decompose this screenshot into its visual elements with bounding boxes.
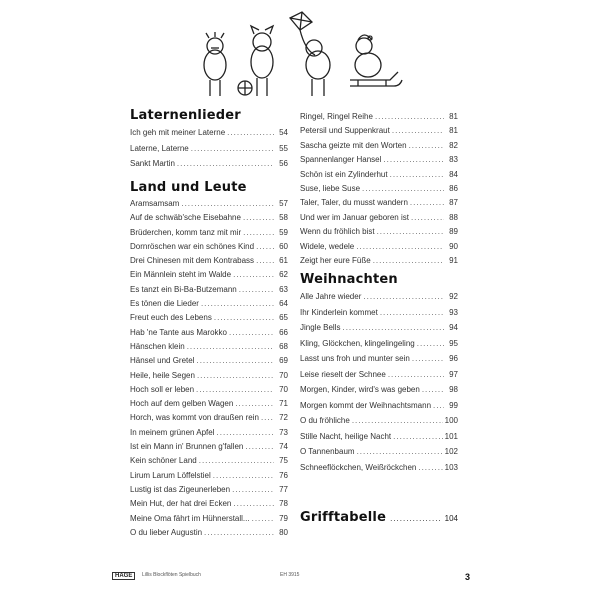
page-number: 87 <box>449 198 458 208</box>
toc-entry[interactable] <box>300 336 458 352</box>
dot-leader <box>377 225 444 239</box>
entry-title: Jingle Bells <box>300 323 341 332</box>
bird-on-sled-icon <box>350 35 402 86</box>
dot-leader <box>388 367 444 383</box>
entry-title: Und wer im Januar geboren ist <box>300 212 409 222</box>
publisher-logo: HAGE <box>112 572 135 580</box>
dot-leader <box>356 240 444 254</box>
entry-title: Sankt Martin <box>130 159 175 168</box>
toc-entry[interactable] <box>130 440 288 454</box>
toc-entry[interactable] <box>130 454 288 468</box>
dot-leader <box>375 110 444 124</box>
page-number: 59 <box>279 227 288 237</box>
dot-leader <box>422 382 444 398</box>
entry-title: Mein Hut, der hat drei Ecken <box>130 499 232 509</box>
section-heading: Weihnachten <box>300 272 398 287</box>
dot-leader <box>383 153 444 167</box>
entry-title: Hab 'ne Tante aus Marokko <box>130 327 227 337</box>
section-land-und-leute <box>130 180 288 540</box>
dot-leader <box>252 512 274 526</box>
entry-title: Dornröschen war ein schönes Kind <box>130 241 255 251</box>
toc-entry[interactable] <box>300 211 458 225</box>
toc-entry[interactable] <box>300 225 458 239</box>
entry-title: Ein Männlein steht im Walde <box>130 270 232 280</box>
page-number: 62 <box>279 270 288 280</box>
dot-leader <box>357 444 443 460</box>
toc-entry[interactable] <box>130 125 288 141</box>
entry-title: Ist ein Mann in' Brunnen g'fallen <box>130 442 244 452</box>
toc-entry[interactable] <box>300 124 458 138</box>
toc-entry[interactable] <box>130 354 288 368</box>
toc-entry[interactable] <box>130 483 288 497</box>
toc-entry[interactable] <box>130 397 288 411</box>
dot-leader <box>239 283 274 297</box>
toc-entry[interactable] <box>130 469 288 483</box>
toc-entry[interactable] <box>300 240 458 254</box>
toc-entry[interactable] <box>130 268 288 282</box>
page-number: 77 <box>279 484 288 494</box>
dot-leader <box>409 139 444 153</box>
entry-title: Kein schöner Land <box>130 456 197 466</box>
toc-entry[interactable] <box>130 383 288 397</box>
page-number: 99 <box>449 400 458 410</box>
toc-entry[interactable] <box>130 411 288 425</box>
dot-leader <box>256 254 274 268</box>
dot-leader <box>177 156 274 172</box>
entry-title: Taler, Taler, du musst wandern <box>300 198 408 208</box>
toc-entry[interactable] <box>130 512 288 526</box>
entry-title: Meine Oma fährt im Hühnerstall... <box>130 513 250 523</box>
entry-title: Es tanzt ein Bi-Ba-Butzemann <box>130 284 237 294</box>
page-number: 93 <box>449 307 458 317</box>
entry-title: Spannenlanger Hansel <box>300 155 382 165</box>
toc-entry[interactable] <box>130 197 288 211</box>
page-number: 74 <box>279 442 288 452</box>
page-number: 61 <box>279 256 288 266</box>
toc-entry[interactable] <box>130 326 288 340</box>
page-number: 60 <box>279 241 288 251</box>
page-number: 80 <box>279 527 288 537</box>
page-number: 70 <box>279 384 288 394</box>
entry-title: Es tönen die Lieder <box>130 299 199 309</box>
dot-leader <box>363 289 444 305</box>
entry-title: Lustig ist das Zigeunerleben <box>130 484 231 494</box>
toc-entry[interactable] <box>300 351 458 367</box>
entry-title: Ihr Kinderlein kommet <box>300 307 378 317</box>
book-title: Lillis Blockflöten Spielbuch <box>142 572 201 578</box>
toc-entry-grifftabelle[interactable] <box>300 510 458 525</box>
page-number: 88 <box>449 212 458 222</box>
dot-leader <box>417 336 444 352</box>
dot-leader <box>196 383 274 397</box>
page-number: 97 <box>449 369 458 379</box>
toc-entry[interactable] <box>300 367 458 383</box>
entry-title: O du lieber Augustin <box>130 527 203 537</box>
dot-leader <box>233 497 274 511</box>
toc-entry[interactable] <box>300 168 458 182</box>
toc-entry[interactable] <box>130 426 288 440</box>
entry-title: O Tannenbaum <box>300 447 355 456</box>
page-number: 64 <box>279 299 288 309</box>
dot-leader <box>380 305 444 321</box>
page-number: 3 <box>464 572 470 582</box>
entry-title: Drei Chinesen mit dem Kontrabass <box>130 256 255 266</box>
dot-leader <box>197 369 274 383</box>
toc-entry[interactable] <box>300 289 458 305</box>
toc-entry[interactable] <box>300 110 458 124</box>
dot-leader <box>196 354 274 368</box>
page-number: 91 <box>449 255 458 265</box>
dot-leader <box>261 411 274 425</box>
toc-entry[interactable] <box>300 382 458 398</box>
entry-title: Leise rieselt der Schnee <box>300 369 386 379</box>
dot-leader <box>342 320 444 336</box>
toc-entry[interactable] <box>300 254 458 268</box>
toc-entry[interactable] <box>130 226 288 240</box>
page-number: 65 <box>279 313 288 323</box>
page-number: 68 <box>279 341 288 351</box>
dot-leader <box>181 197 274 211</box>
dot-leader <box>362 182 444 196</box>
entry-title: Ringel, Ringel Reihe <box>300 112 373 121</box>
dot-leader <box>227 125 274 141</box>
page-number: 101 <box>444 431 458 441</box>
toc-entry[interactable] <box>300 444 458 460</box>
dot-leader <box>199 454 274 468</box>
dot-leader <box>201 297 274 311</box>
toc-entry[interactable] <box>130 497 288 511</box>
page-number: 58 <box>279 213 288 223</box>
page-number: 84 <box>449 169 458 179</box>
entry-title: Suse, liebe Suse <box>300 183 361 193</box>
bird-with-flower-icon <box>204 32 226 96</box>
toc-entry[interactable] <box>300 305 458 321</box>
entry-title: Auf de schwäb'sche Eisebahne <box>130 213 241 223</box>
entry-title: O du fröhliche <box>300 416 350 425</box>
page-number: 70 <box>279 370 288 380</box>
entry-title: Freut euch des Lebens <box>130 313 212 323</box>
dot-leader <box>229 326 274 340</box>
dot-leader <box>433 398 444 414</box>
section-weihnachten <box>300 272 458 475</box>
entry-title: Petersil und Suppenkraut <box>300 126 390 136</box>
toc-entry[interactable] <box>300 398 458 414</box>
page-number: 56 <box>279 159 288 168</box>
toc-entry[interactable] <box>130 526 288 540</box>
dot-leader <box>233 268 274 282</box>
page-number: 72 <box>279 413 288 423</box>
page-number: 86 <box>449 183 458 193</box>
toc-entry[interactable] <box>300 460 458 476</box>
entry-title: Horch, was kommt von draußen rein <box>130 413 259 423</box>
toc-entry[interactable] <box>300 320 458 336</box>
toc-entry[interactable] <box>300 139 458 153</box>
toc-entry[interactable] <box>130 211 288 225</box>
entry-title: Hoch auf dem gelben Wagen <box>130 399 234 409</box>
page-number: 75 <box>279 456 288 466</box>
birds-illustration <box>190 10 420 100</box>
page-number: 90 <box>449 241 458 251</box>
dot-leader <box>191 141 274 157</box>
entry-title: Sascha geizte mit den Worten <box>300 140 407 150</box>
entry-title: Hänschen klein <box>130 341 185 351</box>
dot-leader <box>245 440 274 454</box>
page-number: 73 <box>279 427 288 437</box>
entry-title: Morgen, Kinder, wird's was geben <box>300 385 420 394</box>
section-heading: Land und Leute <box>130 180 247 195</box>
dot-leader <box>412 351 444 367</box>
page-number: 102 <box>444 447 458 456</box>
bird-with-ball-icon <box>238 26 273 96</box>
dot-leader <box>204 526 274 540</box>
entry-title: Alle Jahre wieder <box>300 292 362 301</box>
entry-title: Heile, heile Segen <box>130 370 195 380</box>
page-number: 81 <box>449 126 458 136</box>
dot-leader <box>390 168 444 182</box>
dot-leader <box>217 426 275 440</box>
dot-leader <box>373 254 444 268</box>
dot-leader <box>418 460 442 476</box>
section-laternenlieder <box>130 108 288 172</box>
page-number: 76 <box>279 470 288 480</box>
page-number: 94 <box>449 323 458 332</box>
entry-title: Lasst uns froh und munter sein <box>300 354 410 363</box>
entry-title: Ich geh mit meiner Laterne <box>130 128 226 137</box>
dot-leader <box>352 413 443 429</box>
entry-title: Stille Nacht, heilige Nacht <box>300 431 392 441</box>
entry-title: Zeigt her eure Füße <box>300 255 371 265</box>
dot-leader <box>410 196 444 210</box>
toc-entry[interactable] <box>130 311 288 325</box>
entry-title: Kling, Glöckchen, klingelingeling <box>300 338 415 348</box>
page-number: 104 <box>444 514 458 523</box>
entry-title: Morgen kommt der Weihnachtsmann <box>300 400 432 410</box>
page-number: 103 <box>444 462 458 472</box>
page-number: 71 <box>279 399 288 409</box>
entry-title: Lirum Larum Löffelstiel <box>130 470 211 480</box>
page-number: 66 <box>279 327 288 337</box>
dot-leader <box>390 514 441 523</box>
page-number: 81 <box>449 112 458 121</box>
dot-leader <box>243 211 274 225</box>
toc-entry[interactable] <box>130 141 288 157</box>
bird-with-kite-icon <box>290 12 330 96</box>
toc-entry[interactable] <box>300 413 458 429</box>
entry-title: Widele, wedele <box>300 241 355 251</box>
dot-leader <box>235 397 274 411</box>
dot-leader <box>256 240 274 254</box>
page-number: 89 <box>449 227 458 237</box>
page-number: 57 <box>279 199 288 208</box>
entry-title: Laterne, Laterne <box>130 143 189 153</box>
page-number: 79 <box>279 513 288 523</box>
toc-entry[interactable] <box>300 153 458 167</box>
page-number: 100 <box>444 416 458 425</box>
page-number: 92 <box>449 292 458 301</box>
dot-leader <box>232 483 274 497</box>
toc-entry[interactable] <box>130 297 288 311</box>
toc-entry[interactable] <box>130 369 288 383</box>
entry-title: Hänsel und Gretel <box>130 356 195 366</box>
dot-leader <box>243 226 274 240</box>
dot-leader <box>187 340 274 354</box>
toc-entry[interactable] <box>300 196 458 210</box>
page-number: 55 <box>279 143 288 153</box>
dot-leader <box>392 124 444 138</box>
page-number: 83 <box>449 155 458 165</box>
entry-title: Brüderchen, komm tanz mit mir <box>130 227 242 237</box>
dot-leader <box>411 211 444 225</box>
dot-leader <box>393 429 442 445</box>
toc-entry[interactable] <box>130 254 288 268</box>
page-number: 63 <box>279 284 288 294</box>
toc-entry[interactable] <box>300 182 458 196</box>
page-number: 95 <box>449 338 458 348</box>
dot-leader <box>213 469 274 483</box>
page-number: 54 <box>279 128 288 137</box>
toc-entry[interactable] <box>130 156 288 172</box>
toc-entry[interactable] <box>130 283 288 297</box>
section-heading: Laternenlieder <box>130 108 241 123</box>
section-heading: Grifftabelle <box>300 510 387 525</box>
dot-leader <box>214 311 274 325</box>
entry-title: Schön ist ein Zylinderhut <box>300 169 388 179</box>
entry-title: Schneeflöckchen, Weißröckchen <box>300 462 417 472</box>
toc-entry[interactable] <box>130 340 288 354</box>
toc-entry[interactable] <box>130 240 288 254</box>
page-number: 69 <box>279 356 288 366</box>
page-number: 82 <box>449 140 458 150</box>
page-number: 98 <box>449 385 458 394</box>
entry-title: Hoch soll er leben <box>130 384 195 394</box>
edition-code: EH 3915 <box>280 572 300 578</box>
toc-entry[interactable] <box>300 429 458 445</box>
page-number: 96 <box>449 354 458 363</box>
entry-title: In meinem grünen Apfel <box>130 427 215 437</box>
section-land-und-leute-continued <box>300 110 458 268</box>
entry-title: Aramsamsam <box>130 199 180 208</box>
page-number: 78 <box>279 499 288 509</box>
entry-title: Wenn du fröhlich bist <box>300 227 375 237</box>
page-footer <box>112 568 470 582</box>
